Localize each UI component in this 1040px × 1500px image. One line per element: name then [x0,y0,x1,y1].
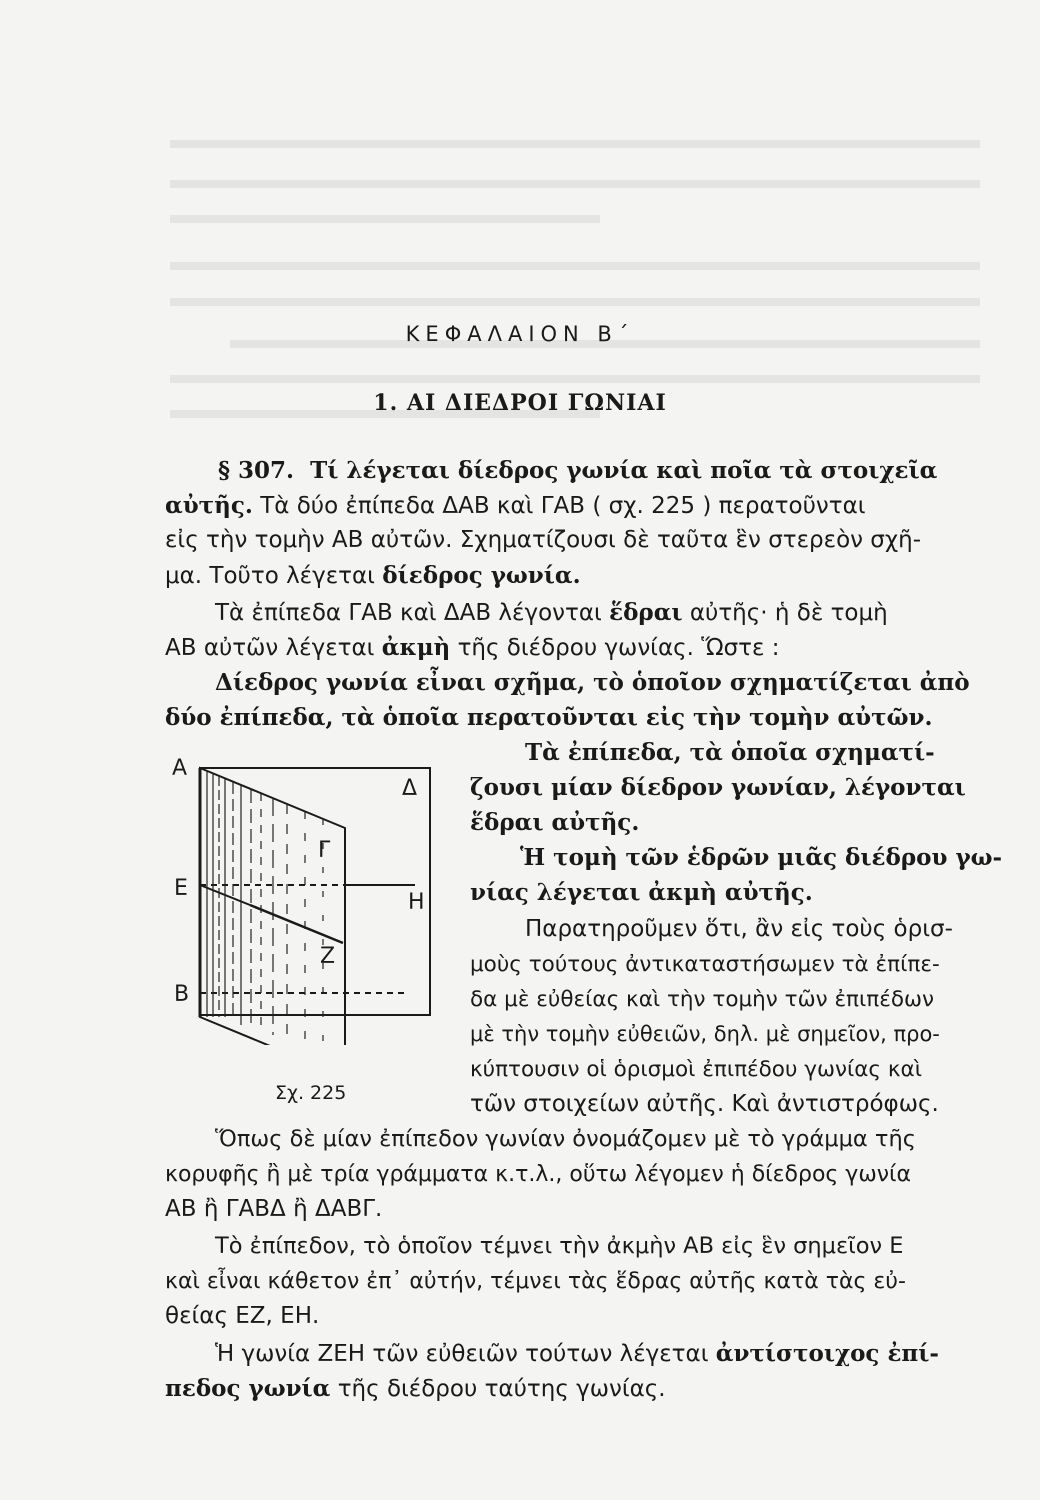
paragraph-number: § 307. [218,457,295,484]
text-line [165,558,581,594]
definition-line: δύο ἐπίπεδα, τὰ ὁποῖα περατοῦνται εἰς τὴν τομὴν αὐτῶν. [165,704,933,731]
term-bold: ἕδραι [609,599,683,626]
text-line: Τὸ ἐπίπεδον, τὸ ὁποῖον τέμνει τὴν ἀκμὴν ΑΒ εἰς ἓν σημεῖον Ε [215,1233,904,1259]
figure-caption: Σχ. 225 [275,1082,347,1104]
section-title: 1. ΑΙ ΔΙΕΔΡΟΙ ΓΩΝΙΑΙ [373,390,667,416]
text-line [215,1336,939,1372]
text-line [165,488,866,524]
text-line [165,1371,666,1407]
paragraph-text: Τὰ ἐπίπεδα ΓΑΒ καὶ ΔΑΒ λέγονται [215,600,602,626]
chapter-heading: ΚΕΦΑΛΑΙΟΝ Β΄ [405,322,635,346]
face-DAB [200,768,430,1015]
side-text-line: τῶν στοιχείων αὐτῆς. Καὶ ἀντιστρόφως. [470,1091,939,1117]
paragraph-text: Τὰ δύο ἐπίπεδα ΔΑΒ καὶ ΓΑΒ ( σχ. 225 ) περατοῦνται [260,493,866,519]
paragraph-heading: Τί λέγεται δίεδρος γωνία καὶ ποῖα τὰ στοιχεῖα [310,457,938,484]
term-bold: ἀκμὴ [381,634,451,661]
text-line: καὶ εἶναι κάθετον ἐπ᾽ αὐτήν, τέμνει τὰς ἕδρας αὐτῆς κατὰ τὰς εὐ- [165,1269,906,1294]
paragraph-text: μα. Τοῦτο λέγεται [165,563,375,589]
figure-label-G: Γ [318,838,331,863]
term-bold: πεδος γωνία [165,1375,331,1402]
side-text-line: Τὰ ἐπίπεδα, τὰ ὁποῖα σχηματί- [525,739,935,766]
paragraph-text: τῆς διέδρου γωνίας. Ὥστε : [457,635,780,661]
figure-label-A: Α [172,756,188,781]
side-text-line: κύπτουσιν οἱ ὁρισμοὶ ἐπιπέδου γωνίας καὶ [470,1057,922,1082]
term-bold: δίεδρος γωνία. [382,562,581,589]
text-line: ΑΒ ἢ ΓΑΒΔ ἢ ΔΑΒΓ. [165,1196,383,1222]
side-text-line: νίας λέγεται ἀκμὴ αὐτῆς. [470,879,813,906]
paragraph-text: ΑΒ αὐτῶν λέγεται [165,635,375,661]
text-line [215,595,888,631]
figure-label-E: Ε [174,876,188,901]
paragraph-text: αὐτῆς· ἡ δὲ τομὴ [689,600,888,626]
definition-line: Δίεδρος γωνία εἶναι σχῆμα, τὸ ὁποῖον σχηματίζεται ἀπὸ [215,669,970,696]
side-text-line: ἕδραι αὐτῆς. [470,809,640,836]
side-text-line: μὲ τὴν τομὴν εὐθειῶν, δηλ. μὲ σημεῖον, προ- [470,1022,940,1046]
figure-label-H: Η [408,890,425,915]
side-text-line: δα μὲ εὐθείας καὶ τὴν τομὴν τῶν ἐπιπέδων [470,987,935,1012]
figure-label-D: Δ [402,776,418,801]
text-line [165,630,780,666]
text-line: κορυφῆς ἢ μὲ τρία γράμματα κ.τ.λ., οὕτω λέγομεν ἡ δίεδρος γωνία [165,1162,911,1187]
paragraph-text: τῆς διέδρου ταύτης γωνίας. [337,1376,666,1402]
paragraph-heading-line [218,453,986,488]
paragraph-heading-end: αὐτῆς. [165,492,253,519]
text-line: εἰς τὴν τομὴν ΑΒ αὐτῶν. Σχηματίζουσι δὲ ταῦτα ἓν στερεὸν σχῆ- [165,527,922,553]
term-bold: ἀντίστοιχος ἐπί- [715,1340,939,1367]
figure-label-B: Β [174,982,190,1007]
side-text-line: Παρατηροῦμεν ὅτι, ἂν εἰς τοὺς ὁρισ- [525,916,953,942]
side-text-line: μοὺς τούτους ἀντικαταστήσωμεν τὰ ἐπίπε- [470,952,940,977]
text-line: θείας ΕΖ, ΕΗ. [165,1303,320,1329]
text-line: Ὅπως δὲ μίαν ἐπίπεδον γωνίαν ὀνομάζομεν μὲ τὸ γράμμα τῆς [215,1126,916,1152]
paragraph-text: Ἡ γωνία ΖΕΗ τῶν εὐθειῶν τούτων λέγεται [215,1341,709,1367]
side-text-line: Ἡ τομὴ τῶν ἑδρῶν μιᾶς διέδρου γω- [520,844,1003,871]
side-text-line: ζουσι μίαν δίεδρον γωνίαν, λέγονται [470,774,966,801]
figure-label-Z: Ζ [320,944,336,969]
